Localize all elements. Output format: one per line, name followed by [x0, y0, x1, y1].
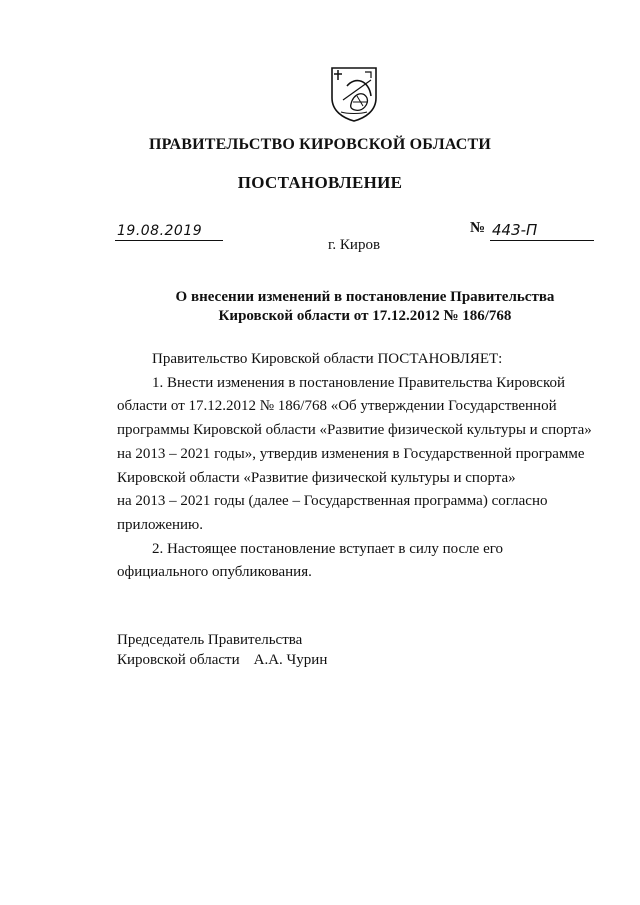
- coat-of-arms-icon: [329, 66, 379, 122]
- signatory-region: Кировской области: [117, 652, 240, 668]
- signatory-name: А.А. Чурин: [253, 652, 328, 668]
- paragraph-1: [117, 372, 597, 538]
- paragraph-1-line: области от 17.12.2012 № 186/768 «Об утверждении Государственной: [117, 398, 557, 415]
- signature-block: [117, 630, 327, 670]
- paragraph-2: [117, 538, 597, 585]
- document-number-value: 443-П: [492, 221, 538, 239]
- signatory-title-line-1: Председатель Правительства: [117, 632, 303, 648]
- paragraph-2-line: 2. Настоящее постановление вступает в силу после его: [152, 540, 504, 557]
- city-label: г. Киров: [327, 237, 381, 253]
- organization-title: ПРАВИТЕЛЬСТВО КИРОВСКОЙ ОБЛАСТИ: [148, 136, 492, 153]
- document-body: [117, 348, 597, 585]
- paragraph-1-line: 1. Внести изменения в постановление Правительства Кировской: [152, 374, 566, 391]
- document-subject: [0, 288, 640, 326]
- number-sign: №: [470, 220, 486, 236]
- paragraph-1-line: программы Кировской области «Развитие физической культуры и спорта»: [117, 422, 592, 439]
- signatory-title-line-2: [117, 650, 327, 670]
- intro-paragraph: Правительство Кировской области ПОСТАНОВЛЯЕТ:: [152, 351, 503, 367]
- paragraph-1-line: Кировской области «Развитие физической культуры и спорта»: [117, 469, 516, 486]
- document-date-value: 19.08.2019: [117, 223, 203, 239]
- subject-line-1: О внесении изменений в постановление Правительства: [175, 289, 555, 305]
- document-type-title: ПОСТАНОВЛЕНИЕ: [237, 173, 403, 192]
- paragraph-1-line: на 2013 – 2021 годы», утвердив изменения в Государственной программе: [117, 445, 585, 462]
- paragraph-2-line: официального опубликования.: [117, 564, 312, 581]
- subject-line-2: Кировской области от 17.12.2012 № 186/768: [218, 308, 512, 324]
- paragraph-1-line: на 2013 – 2021 годы (далее – Государственная программа) согласно: [117, 493, 548, 510]
- paragraph-1-line: приложению.: [117, 516, 204, 533]
